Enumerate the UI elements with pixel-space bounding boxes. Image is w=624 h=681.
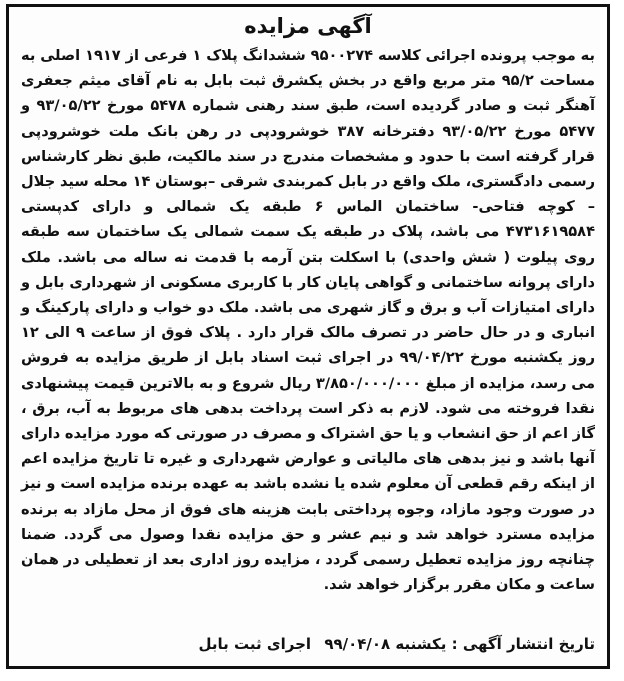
notice-footer	[21, 632, 595, 656]
notice-title: آگهی مزایده	[244, 14, 372, 38]
auction-notice	[6, 4, 610, 669]
notice-body: به موجب پرونده اجرائی کلاسه ۹۵۰۰۲۷۴ ششدانگ پلاک ۱ فرعی از ۱۹۱۷ اصلی به مساحت ۹۵/۲ متر مربع واقع در بخش یکشرق ثبت بابل به نام آقای میثم جعفری آهنگر ثبت و صادر گردیده است، طبق سند رهنی شماره ۵۴۷۸ مورخ ۹۳/۰۵/۲۲ و ۵۴۷۷ مورخ ۹۳/۰۵/۲۲ دفترخانه ۳۸۷ خوشرودپی در رهن بانک ملت خوشرودپی قرار گرفته است با حدود و مشخصات مندرج در سند مالکیت، طبق نظر کارشناس رسمی دادگستری، ملک واقع در بابل کمربندی شرقی –بوستان ۱۴ محله سید جلال – کوچه فتاحی- ساختمان الماس ۶ طبقه یک شمالی و دارای کدپستی ۴۷۳۱۶۱۹۵۸۴ می باشد، پلاک در طبقه یک سمت شمالی یک ساختمان سه طبقه روی پیلوت ( شش واحدی) با اسکلت بتن آرمه با قدمت نه ساله می باشد. ملک دارای پروانه ساختمانی و گواهی پایان کار با کاربری مسکونی از شهرداری بابل و دارای امتیازات آب و برق و گاز شهری می باشد. ملک دو خواب و دارای پارکینگ و انباری و در حال حاضر در تصرف مالک قرار دارد . پلاک فوق از ساعت ۹ الی ۱۲ روز یکشنبه مورخ ۹۹/۰۴/۲۲ در اجرای ثبت اسناد بابل از طریق مزایده به فروش می رسد، مزایده از مبلغ ۳/۸۵۰/۰۰۰/۰۰۰ ریال شروع و به بالاترین قیمت پیشنهادی نقدا فروخته می شود. لازم به ذکر است پرداخت بدهی های مربوط به آب، برق ، گاز اعم از حق انشعاب و یا حق اشتراک و مصرف در صورتی که مورد مزایده دارای آنها باشد و نیز بدهی های مالیاتی و عوارض شهرداری و غیره تا تاریخ مزایده اعم از اینکه رقم قطعی آن معلوم شده یا نشده باشد به عهده برنده مزایده است و نیز در صورت وجود مازاد، وجوه پرداختی بابت هزینه های فوق از محل مازاد به برنده مزایده مسترد خواهد شد و نیم عشر و حق مزایده نقدا وصول می گردد. ضمنا چنانچه روز مزایده تعطیل رسمی گردد ، مزایده روز اداری بعد از تعطیلی در همان ساعت و مکان مقرر برگزار خواهد شد.	[21, 47, 596, 594]
publish-date: تاریخ انتشار آگهی : یکشنبه ۹۹/۰۴/۰۸	[324, 635, 595, 653]
issuer-name: اجرای ثبت بابل	[198, 635, 312, 653]
